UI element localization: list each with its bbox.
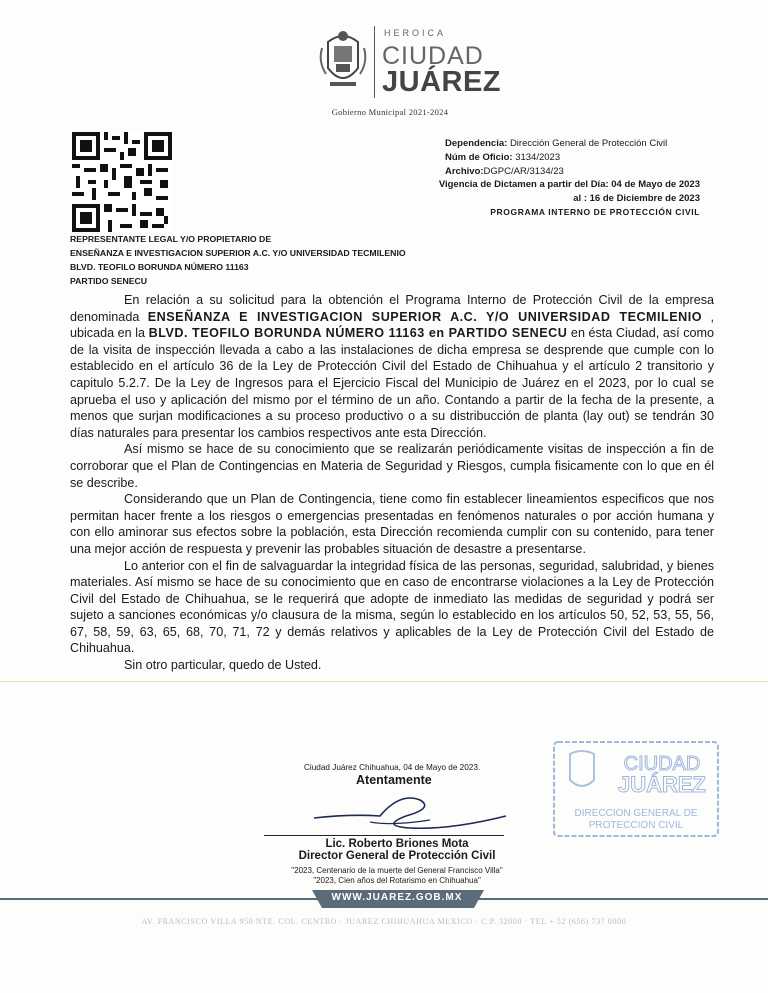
slogan-line: "2023, Cien años del Rotarismo en Chihuahua" bbox=[313, 876, 481, 885]
paragraph: En relación a su solicitud para la obtención el Programa Interno de Protección Civil de la empresa denominada ENSEÑANZA E INVESTIGACION SUPERIOR A.C. Y/O UNIVERSIDAD TECMILENIO , ubicada en la BLVD. TEOFILO BORUNDA NÚMERO 11163 en PARTIDO SENECU en ésta Ciudad, así como de la visita de inspección llevada a cabo a las instalaciones de dicha empresa se desprende que cumple con lo establecido en el artículo 36 de la Ley de Protección Civil del Estado de Chihuahua y el artículo 2 transitorio y capitulo 5.2.7. De la Ley de Ingresos para el Ejercicio Fiscal del Municipio de Juárez en el 2023, por lo cual se aprueba el uso y aplicación del mismo por el término de un año. Contando a partir de la fecha de la presente, a menos que surjan modificaciones a su proceso productivo o a su distribucción de planta (lay out) se tendrán 30 días naturales para presentar los cambios respectivos ante esta Dirección. bbox=[70, 293, 715, 440]
logo-heroica-text: HEROICA bbox=[384, 28, 447, 38]
logo-divider bbox=[374, 26, 375, 98]
logo-ciudad-text: CIUDAD bbox=[382, 42, 484, 70]
closing-atentamente: Atentamente bbox=[356, 773, 432, 787]
signer-name: Lic. Roberto Briones Mota bbox=[325, 838, 469, 850]
addressee-line: PARTIDO SENECU bbox=[70, 276, 148, 286]
letter-body bbox=[70, 292, 714, 674]
addressee-line: REPRESENTANTE LEGAL Y/O PROPIETARIO DE bbox=[70, 234, 272, 244]
place-and-date: Ciudad Juárez Chihuahua, 04 de Mayo de 2023. bbox=[304, 763, 481, 772]
document-metadata bbox=[445, 137, 667, 179]
slogan-line: "2023, Centenario de la muerte del General Francisco Villa" bbox=[291, 866, 503, 875]
paragraph: Así mismo se hace de su conocimiento que se realizarán periódicamente visitas de inspección a fin de corroborar que el Plan de Contingencias en Materia de Seguridad y Riesgos, cumpla fisicamente con lo que en él se describe. bbox=[70, 442, 714, 490]
addressee-line: ENSEÑANZA E INVESTIGACION SUPERIOR A.C. Y/O UNIVERSIDAD TECMILENIO bbox=[70, 248, 406, 258]
gobierno-municipal-caption: Gobierno Municipal 2021-2024 bbox=[331, 107, 449, 117]
coat-of-arms-icon bbox=[318, 28, 368, 92]
commemorative-slogans bbox=[264, 866, 530, 886]
addressee-block bbox=[70, 232, 406, 288]
programa-heading: PROGRAMA INTERNO DE PROTECCIÓN CIVIL bbox=[490, 207, 700, 217]
vigencia-start: Vigencia de Dictamen a partir del Día: 04 de Mayo de 2023 bbox=[438, 179, 700, 190]
company-name: ENSEÑANZA E INVESTIGACION SUPERIOR A.C. Y/O UNIVERSIDAD TECMILENIO bbox=[147, 309, 703, 324]
svg-text:JUÁREZ: JUÁREZ bbox=[617, 772, 707, 797]
paragraph: Sin otro particular, quedo de Usted. bbox=[124, 658, 322, 673]
website-url: WWW.JUAREZ.GOB.MX bbox=[331, 892, 463, 903]
dependencia-row: Dependencia: Dirección General de Protección Civil bbox=[445, 138, 668, 149]
qr-code-icon bbox=[72, 132, 172, 232]
svg-text:DIRECCION GENERAL DE: DIRECCION GENERAL DE bbox=[574, 808, 698, 819]
archivo-row: Archivo:DGPC/AR/3134/23 bbox=[445, 166, 564, 177]
svg-text:PROTECCION CIVIL: PROTECCION CIVIL bbox=[588, 820, 684, 831]
svg-text:CIUDAD: CIUDAD bbox=[623, 753, 701, 775]
footer-address: AV. FRANCISCO VILLA 950 NTE. COL. CENTRO · JUAREZ CHIHUAHUA MEXICO · C.P. 32000 · TEL + 52 (656) 737 0000 bbox=[141, 917, 627, 926]
vigencia-block bbox=[398, 178, 700, 205]
signer-title: Director General de Protección Civil bbox=[298, 850, 496, 862]
paragraph: Considerando que un Plan de Contingencia, tiene como fin establecer lineamientos especificos que nos permitan hacer frente a los riesgos o emergencias presentadas en fenómenos naturales o por acción humana y con ello aminorar sus efectos sobre la población, esta Dirección recomienda cumplir con su contenido, para tener una mejor acción de respuesta y prevenir las probables situación de desastre a presentarse. bbox=[70, 492, 714, 556]
official-stamp bbox=[552, 740, 720, 838]
paragraph: Lo anterior con el fin de salvaguardar la integridad física de las personas, seguridad, salubridad, y bienes materiales. Así mismo se hace de su conocimiento que en caso de encontrarse violaciones a la Ley de Protección Civil del Estado de Chihuahua, se le requerirá que adopte de inmediato las medidas de seguridad y podrá ser sujeto a sanciones económicas y/o clausura de la misma, según lo establecido en los artículos 50, 52, 53, 55, 56, 67, 58, 59, 63, 65, 68, 70, 71, 72 y demás relativos y aplicables de la Ley de Protección Civil del Estado de Chihuahua. bbox=[70, 558, 714, 656]
company-address: BLVD. TEOFILO BORUNDA NÚMERO 11163 en PARTIDO SENECU bbox=[148, 326, 568, 341]
oficio-row: Núm de Oficio: 3134/2023 bbox=[445, 152, 561, 163]
vigencia-end: al : 16 de Diciembre de 2023 bbox=[573, 192, 700, 204]
addressee-line: BLVD. TEOFILO BORUNDA NÚMERO 11163 bbox=[70, 262, 249, 272]
logo-juarez-text: JUÁREZ bbox=[382, 66, 502, 98]
city-logo bbox=[318, 22, 502, 102]
signature-line bbox=[264, 835, 504, 836]
scan-artifact-line bbox=[0, 681, 768, 682]
handwritten-signature bbox=[310, 786, 510, 836]
